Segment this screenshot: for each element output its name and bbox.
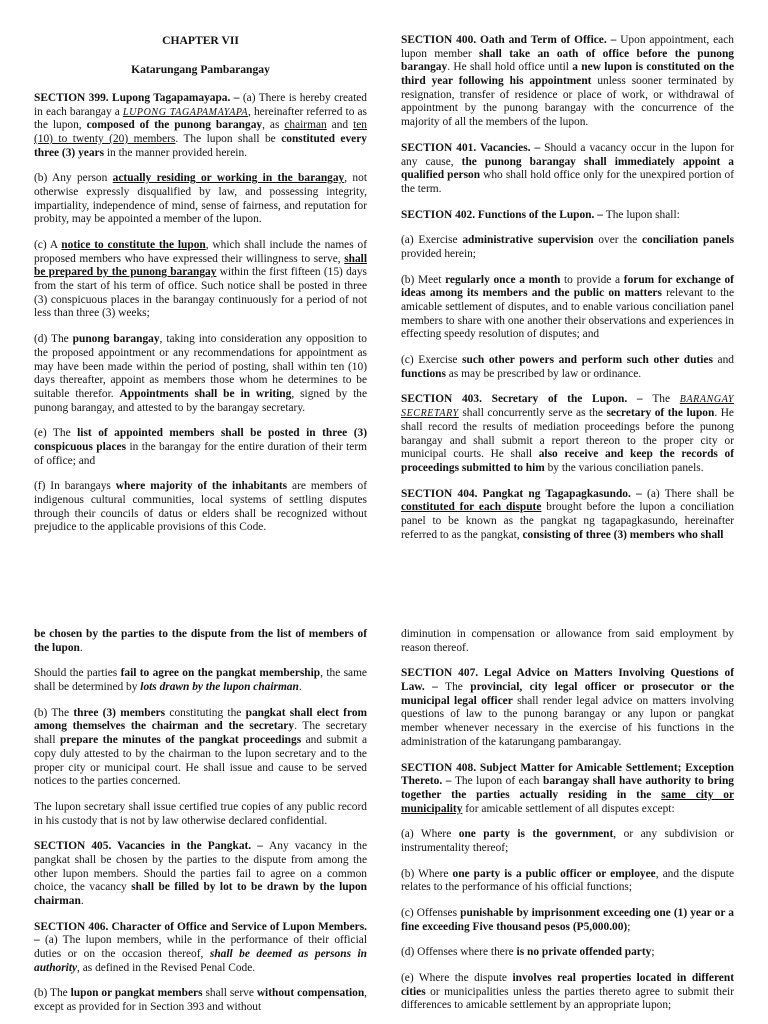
text-run: by the various conciliation panels.: [544, 461, 704, 474]
text-run: (b) The: [34, 987, 71, 1000]
text-run: constituting the: [165, 706, 246, 719]
text-run: where majority of the inhabitants: [115, 480, 288, 493]
text-run: fail to agree on the pangkat membership: [120, 667, 321, 680]
text-run: brought before the lupon a conciliation panel to be known as the pangkat ng tagapagkasundo, hereinafter referred to as the pangkat,: [401, 501, 734, 541]
text-run: The lupon secretary shall issue certified true copies of any public record in his custody that is not by law otherwise declared confidential.: [34, 800, 367, 827]
text-run: LUPONG TAGAPAMAYAPA: [122, 106, 249, 118]
text-run: lupon or pangkat members: [70, 987, 203, 1000]
text-run: (c) Exercise: [401, 354, 463, 367]
paragraph: [34, 427, 367, 468]
text-run: (a) Where: [401, 828, 459, 841]
text-run: involves real properties located in different cities: [401, 972, 734, 998]
text-run: conciliation panels: [641, 234, 734, 247]
text-run: without compensation: [256, 987, 365, 1000]
page-2-left-column: [34, 628, 367, 1024]
text-run: Should a vacancy occur in the lupon for any cause,: [401, 141, 734, 168]
chapter-title: CHAPTER VII: [162, 34, 239, 47]
text-run: provided herein;: [401, 247, 476, 260]
text-run: ten (10) to twenty (20) members: [34, 119, 367, 145]
text-run: Should the parties: [34, 667, 121, 680]
paragraph: [34, 92, 367, 160]
text-run: such other powers and perform such other duties: [462, 354, 713, 367]
paragraph: [401, 868, 734, 895]
paragraph: [34, 840, 367, 908]
paragraph: [401, 274, 734, 342]
text-run: functions: [401, 367, 446, 380]
paragraph: [401, 762, 734, 817]
text-run: Upon appointment, each lupon member: [401, 34, 734, 60]
text-run: notice to constitute the lupon: [61, 239, 206, 251]
text-run: [651, 789, 661, 801]
paragraph-list: [401, 628, 734, 1013]
text-run: also receive and keep the records of proceedings submitted to him: [401, 448, 734, 474]
text-run: in the barangay for the entire duration of their term of office; and: [34, 440, 367, 467]
text-run: chairman: [284, 119, 327, 132]
text-run: and: [712, 354, 734, 367]
text-run: The lupon shall:: [605, 208, 680, 221]
page-1-right-column: [401, 34, 734, 554]
paragraph: [34, 667, 367, 694]
text-run: The: [652, 393, 680, 406]
paragraph: [34, 172, 367, 227]
paragraph: [401, 972, 734, 1013]
text-run: secretary of the lupon: [606, 407, 715, 420]
paragraph: [34, 628, 367, 655]
text-run: provincial, city legal officer or prosecutor or the municipal legal officer: [401, 681, 734, 707]
text-run: , as defined in the Revised Penal Code.: [77, 961, 256, 974]
text-run: composed of the punong barangay: [86, 119, 263, 132]
text-run: shall render legal advice on matters involving questions of law to the punong barangay or any lupon or pangkat member whenever necessary in the exercise of his functions in the administration of the katarungang pambarangay.: [401, 694, 734, 748]
text-run: SECTION 403. Secretary of the Lupon. –: [401, 393, 653, 406]
text-run: who shall hold office only for the unexpired portion of the term.: [401, 169, 734, 195]
text-run: shall take an oath of office before the punong barangay: [401, 47, 735, 74]
text-run: over the: [593, 234, 642, 247]
text-run: Thereto. –: [401, 775, 455, 788]
paragraph: [401, 628, 734, 655]
text-run: (e) Where the dispute: [401, 972, 513, 985]
text-run: in the manner provided herein.: [104, 146, 247, 159]
text-run: SECTION 406. Character of Office and Service of Lupon Members. –: [34, 920, 367, 947]
text-run: shall concurrently serve as the: [458, 407, 607, 420]
text-run: administrative supervision: [462, 234, 594, 247]
text-run: shall serve: [202, 987, 257, 1000]
paragraph: [401, 209, 734, 223]
paragraph: [34, 333, 367, 415]
paragraph: [401, 393, 734, 475]
paragraph: [401, 354, 734, 381]
text-run: The: [445, 681, 471, 694]
paragraph: [34, 707, 367, 789]
text-run: same city or municipality: [401, 788, 734, 815]
text-run: , hereinafter referred to as the lupon,: [34, 105, 367, 132]
text-run: relevant to the amicable settlement of disputes, and to enable various conciliation panel members to share with one another their observations and experiences in effecting speedy resolution of disputes; and: [401, 287, 735, 341]
text-run: , except as provided for in Section 393 and without: [34, 987, 368, 1014]
text-run: , taking into consideration any opposition to the proposed appointment or any recommendations for appointment as may have been made within the period of posting, shall within ten (10) days thereafter, appoint as members those whom he determines to be suitable therefor.: [34, 333, 367, 400]
text-run: regularly once a month: [445, 273, 561, 286]
text-run: and submit a copy duly attested to by the chairman to the lupon secretary and to the proper city or municipal court. He shall issue and cause to be served notices to the parties concerned.: [34, 734, 367, 788]
text-run: (b) Meet: [401, 273, 446, 286]
text-run: prepare the minutes of the pangkat proceedings: [59, 734, 302, 747]
text-run: list of appointed members shall be posted in three (3) conspicuous places: [34, 427, 367, 453]
text-run: (d) Offenses where there: [401, 946, 517, 959]
paragraph: [401, 667, 734, 749]
text-run: shall be deemed as persons in authority: [34, 948, 367, 974]
text-run: , signed by the punong barangay, and attested to by the barangay secretary.: [34, 387, 368, 414]
text-run: diminution in compensation or allowance from said employment by reason thereof.: [401, 628, 734, 654]
chapter-subtitle: Katarungang Pambarangay: [131, 62, 270, 76]
text-run: , not otherwise expressly disqualified by law, and possessing integrity, impartiality, independence of mind, sense of fairness, and reputation for probity, may be appointed a member of the lupon.: [34, 172, 367, 226]
text-run: .: [79, 641, 83, 654]
paragraph-list: [34, 92, 367, 535]
text-run: one party is the government: [458, 828, 614, 841]
page-2-right-column: [401, 628, 734, 1024]
text-run: SECTION 404. Pangkat ng Tagapagkasundo. –: [401, 487, 648, 500]
text-run: actually residing or working in the barangay: [112, 172, 345, 185]
text-run: as may be prescribed by law or ordinance.: [445, 367, 642, 380]
text-run: (a) There is hereby created in each barangay a: [34, 91, 367, 118]
paragraph: [34, 921, 367, 976]
text-run: SECTION 408. Subject Matter for Amicable Settlement; Exception: [401, 761, 734, 774]
text-run: shall be filled by lot to be drawn by the lupon chairman: [34, 881, 367, 907]
text-run: . He shall hold office until: [447, 61, 573, 74]
text-run: consisting of three (3) members who shall: [522, 528, 724, 541]
text-run: and: [326, 119, 354, 132]
text-run: or municipalities unless the parties thereto agree to submit their differences to amicable settlement by an appropriate lupon;: [401, 985, 734, 1012]
text-run: .: [80, 895, 84, 907]
text-run: the punong barangay shall immediately appoint a qualified person: [401, 155, 734, 182]
text-run: (a) The lupon members, while in the performance of their official duties or on the occasion thereof,: [34, 934, 368, 961]
text-run: SECTION 407. Legal Advice on Matters Involving Questions of Law. –: [401, 667, 734, 694]
text-run: The lupon of each: [454, 775, 544, 788]
text-run: , which shall include the names of proposed members who have expressed their willingness to serve,: [34, 239, 368, 265]
text-run: constituted every three (3) years: [34, 132, 367, 159]
text-run: . The secretary shall: [34, 720, 367, 747]
text-run: for amicable settlement of all disputes except:: [462, 802, 675, 815]
text-run: barangay shall have authority to bring together the parties actually residing in the: [401, 775, 734, 801]
text-run: constituted for each dispute: [401, 501, 542, 514]
text-run: (a) There shall be: [647, 487, 734, 500]
paragraph: [34, 987, 367, 1014]
text-run: SECTION 405. Vacancies in the Pangkat. –: [34, 840, 270, 853]
text-run: a new lupon is constituted on the third year following his appointment: [401, 61, 734, 88]
text-run: BARANGAY SECRETARY: [401, 394, 735, 420]
text-run: (a) Exercise: [401, 234, 463, 247]
text-run: are members of indigenous cultural communities, local systems of settling disputes through their councils of datus or elders shall be recognized without prejudice to the applicable provisions of this Code.: [34, 480, 367, 534]
paragraph: [34, 239, 367, 321]
text-run: (b) Where: [401, 867, 453, 880]
paragraph: [34, 480, 367, 535]
text-run: shall be prepared by the punong barangay: [34, 252, 367, 279]
paragraph-list: [34, 628, 367, 1015]
text-run: one party is a public officer or employee: [452, 867, 656, 880]
paragraph: [401, 907, 734, 934]
text-run: to provide a: [560, 273, 624, 286]
text-run: three (3) members: [73, 706, 166, 719]
text-run: (f) In barangays: [34, 480, 116, 493]
text-run: is no private offended party: [516, 946, 652, 959]
text-run: (c) Offenses: [401, 907, 461, 919]
text-run: (b) The: [34, 706, 74, 719]
text-run: ;: [651, 946, 655, 959]
text-run: punishable by imprisonment exceeding one (1) year or a fine exceeding Five thousand pesos (P5,000.00): [401, 907, 734, 933]
paragraph: [401, 828, 734, 855]
text-run: SECTION 401. Vacancies. –: [401, 141, 545, 154]
text-run: pangkat shall elect from among themselves the chairman and the secretary: [34, 706, 368, 733]
paragraph: [34, 801, 367, 828]
text-run: , the same shall be determined by: [34, 667, 367, 694]
paragraph: [401, 234, 734, 261]
text-run: unless sooner terminated by resignation, transfer of residence or place of work, or withdrawal of appointment by the punong barangay with the concurrence of the majority of all the members of the lupon.: [401, 75, 734, 129]
text-run: within the first fifteen (15) days from the start of his term of office. Such notice shall be posted in three (3) conspicuous places in the barangay continuously for a period of not less than three (3) weeks;: [34, 266, 367, 320]
text-run: Any vacancy in the pangkat shall be chosen by the parties to the dispute from among the other lupon members. Should the parties fail to agree on a common choice, the vacancy: [34, 840, 367, 894]
text-run: be chosen by the parties to the dispute from the list of members of the lupon: [34, 628, 367, 654]
text-run: (d) The: [34, 333, 73, 346]
text-run: , and the dispute relates to the performance of his official functions;: [401, 867, 734, 894]
text-run: , or any subdivision or instrumentality thereof;: [401, 828, 734, 854]
text-run: (b) Any person: [34, 172, 113, 185]
text-run: SECTION 399. Lupong Tagapamayapa. –: [34, 91, 243, 104]
text-run: , as: [262, 119, 285, 132]
text-run: (c) A: [34, 239, 62, 251]
text-run: ;: [627, 920, 631, 933]
text-run: . The lupon shall be: [175, 132, 282, 145]
page-1-left-column: [34, 34, 367, 547]
text-run: (e) The: [34, 427, 78, 440]
paragraph-list: [401, 34, 734, 542]
text-run: Appointments shall be in writing: [119, 387, 292, 400]
paragraph: [401, 34, 734, 130]
text-run: .: [298, 681, 302, 694]
document-page-2: [0, 622, 768, 1024]
paragraph: [401, 142, 734, 197]
text-run: SECTION 400. Oath and Term of Office. –: [401, 34, 621, 46]
paragraph: [401, 488, 734, 543]
paragraph: [401, 946, 734, 960]
text-run: . He shall record the results of mediation proceedings before the punong barangay and shall submit a report thereon to the proper city or municipal courts. He shall: [401, 407, 734, 461]
text-run: punong barangay: [72, 333, 160, 346]
text-run: forum for exchange of ideas among its members and the public on matters: [401, 273, 734, 300]
text-run: lots drawn by the lupon chairman: [140, 681, 299, 694]
text-run: SECTION 402. Functions of the Lupon. –: [401, 208, 606, 221]
